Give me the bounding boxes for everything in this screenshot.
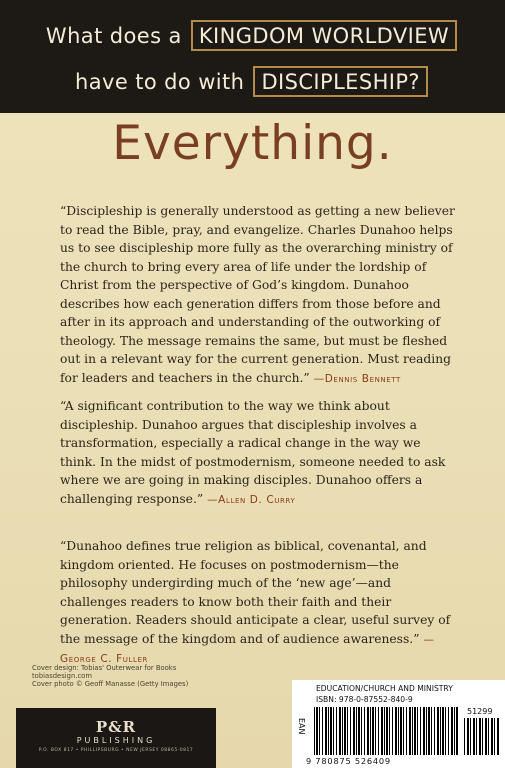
endorsement-quote-2	[60, 397, 455, 509]
barcode-digits: 9 780875 526409	[306, 756, 391, 766]
barcode-isbn: ISBN: 978-0-87552-840-9	[316, 695, 413, 704]
quote-1-author: —Dennis Bennett	[313, 372, 401, 385]
banner-line-2-text: have to do with	[75, 70, 245, 94]
banner-line-1-text: What does a	[45, 24, 182, 48]
main-barcode	[314, 707, 459, 755]
kingdom-worldview-highlight: KINGDOM WORLDVIEW	[191, 20, 457, 51]
addon-number: 51299	[467, 707, 493, 716]
quote-2-text: “A significant contribution to the way we think about discipleship. Dunahoo argues that discipleship involves a transformation, especially a radical change in the way we think. In the midst of postmodernism, someone needed to ask where we are going in making disciples. Dunahoo offers a challenging response.”	[60, 399, 446, 506]
credit-web: tobiasdesign.com	[32, 672, 92, 681]
credit-design: Cover design: Tobias' Outerwear for Books	[32, 664, 177, 672]
barcode-panel	[292, 680, 505, 768]
publisher-name: PUBLISHING	[76, 736, 156, 745]
publisher-address: P.O. BOX 817 • PHILLIPSBURG • NEW JERSEY 08865-0817	[38, 748, 194, 753]
quote-1-text: “Discipleship is generally understood as getting a new believer to read the Bible, pray, and evangelize. Charles Dunahoo helps us to see discipleship more fully as the overarching ministry of the church to bring every area of life under the lordship of Christ from the perspective of God’s kingdom. Dunahoo describes how each generation differs from those before and after in its approach and understanding of the outworking of theology. The message remains the same, but must be fleshed out in a relevant way for the current generation. Must reading for leaders and teachers in the church.”	[60, 204, 455, 385]
discipleship-highlight: DISCIPLESHIP?	[253, 66, 428, 97]
quote-3-text: “Dunahoo defines true religion as biblical, covenantal, and kingdom oriented. He focuses on postmodernism—the philosophy undergirding much of the ‘new age’—and challenges readers to know both their faith and their generation. Readers should anticipate a clear, useful survey of the message of the kingdom and of audience awareness.”	[60, 539, 451, 646]
quote-3-author: —George C. Fuller	[60, 633, 435, 665]
publisher-logo-box	[16, 708, 216, 768]
ean-label: EAN	[297, 718, 306, 735]
headline: Everything.	[112, 116, 393, 171]
credit-photo: Cover photo © Geoff Manasse (Getty Images)	[32, 680, 189, 689]
banner-line-1	[0, 20, 505, 51]
endorsement-quote-1	[60, 202, 455, 388]
publisher-logo: P&R	[95, 718, 137, 736]
quote-2-author: —Allen D. Curry	[207, 493, 296, 506]
banner-line-2	[0, 66, 505, 97]
addon-barcode	[464, 718, 499, 755]
barcode-category: EDUCATION/CHURCH AND MINISTRY	[316, 684, 453, 693]
cover-credits	[32, 664, 252, 689]
endorsement-quote-3	[60, 537, 455, 669]
top-banner	[0, 0, 505, 113]
